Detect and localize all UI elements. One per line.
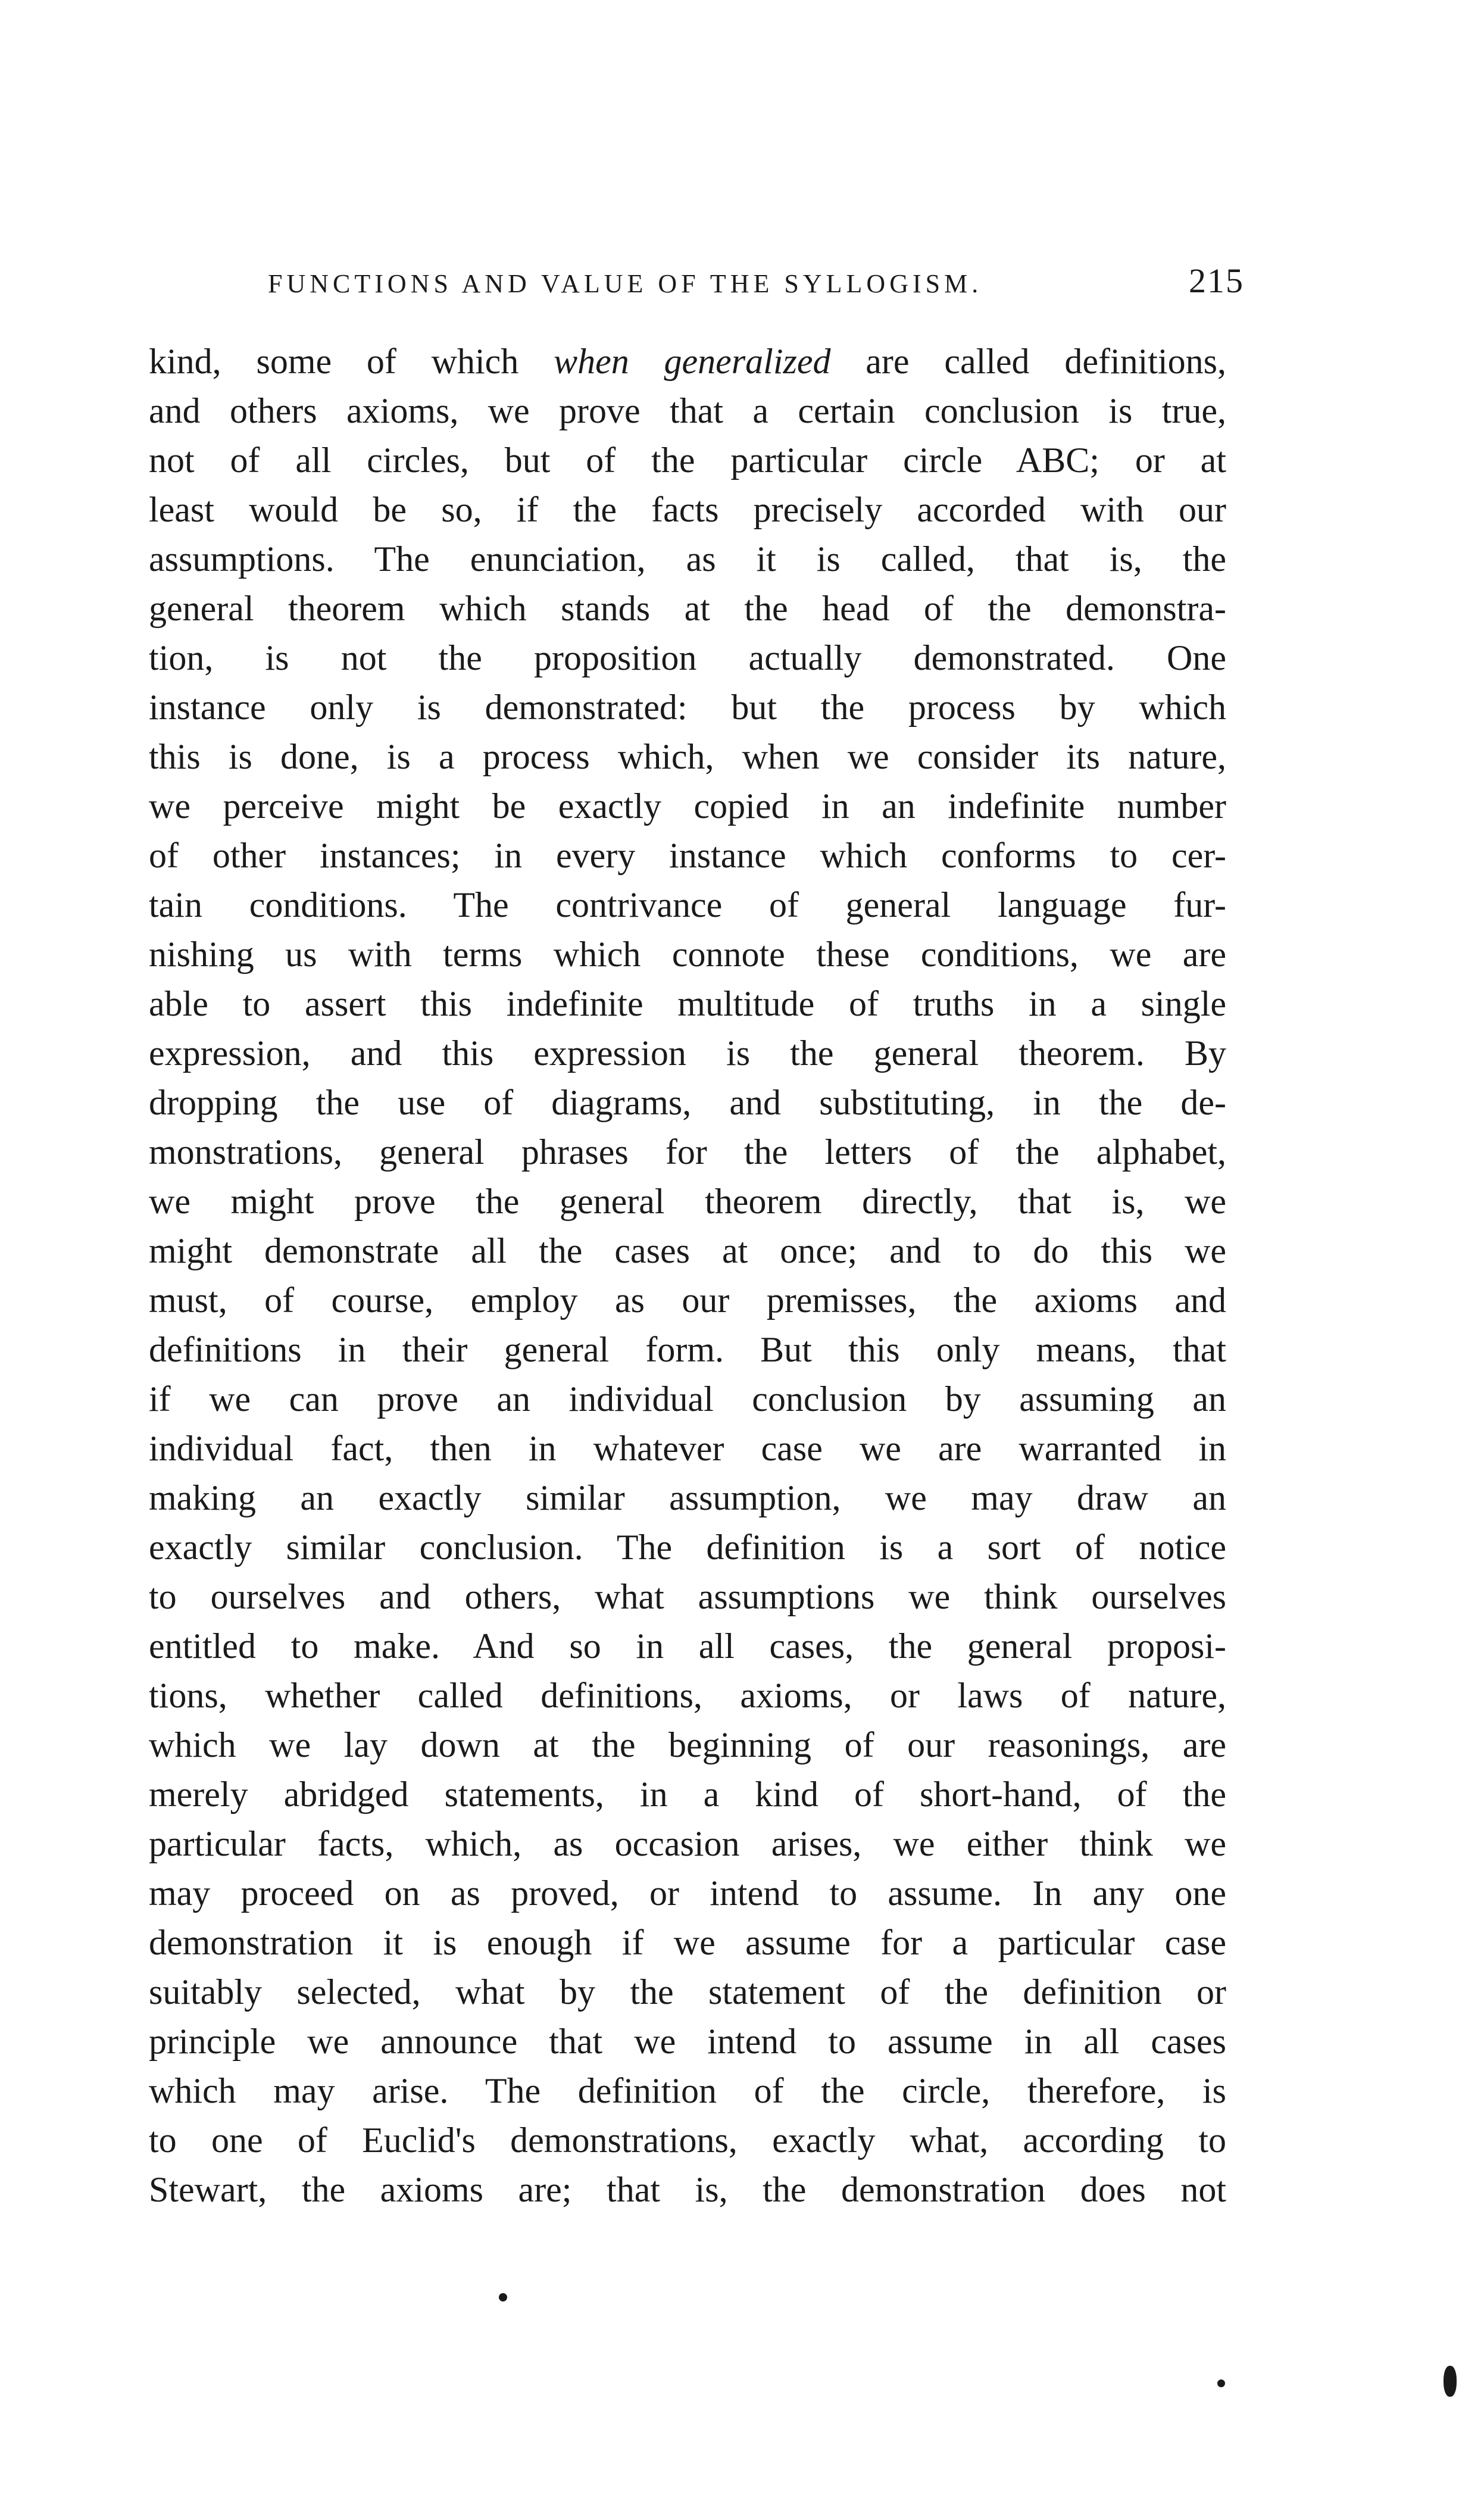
text-line: tion, is not the proposition actually demonstrated. One bbox=[149, 638, 1226, 677]
text-line: nishing us with terms which connote these conditions, we are bbox=[149, 935, 1226, 974]
text-line: to one of Euclid's demonstrations, exactly what, according to bbox=[149, 2121, 1226, 2160]
text-line: entitled to make. And so in all cases, the general proposi- bbox=[149, 1626, 1226, 1666]
text-line: might demonstrate all the cases at once; and to do this we bbox=[149, 1231, 1226, 1270]
text-line: demonstration it is enough if we assume for a particular case bbox=[149, 1923, 1226, 1962]
text-line: which we lay down at the beginning of our reasonings, are bbox=[149, 1725, 1226, 1765]
text-line: tions, whether called definitions, axioms, or laws of nature, bbox=[149, 1676, 1226, 1715]
text-line: may proceed on as proved, or intend to assume. In any one bbox=[149, 1873, 1226, 1913]
text-line: suitably selected, what by the statement of the definition or bbox=[149, 1972, 1226, 2012]
text-line: of other instances; in every instance which conforms to cer- bbox=[149, 836, 1226, 875]
text-line: dropping the use of diagrams, and substituting, in the de- bbox=[149, 1083, 1226, 1122]
text-line: to ourselves and others, what assumptions we think ourselves bbox=[149, 1577, 1226, 1616]
text-line: definitions in their general form. But this only means, that bbox=[149, 1330, 1226, 1369]
ink-speck-mark bbox=[499, 2293, 507, 2301]
text-line: and others axioms, we prove that a certain conclusion is true, bbox=[149, 391, 1226, 430]
ink-blot-mark bbox=[1444, 2366, 1457, 2397]
text-line: able to assert this indefinite multitude of truths in a single bbox=[149, 984, 1226, 1023]
running-head bbox=[268, 261, 1244, 302]
text-line: instance only is demonstrated: but the process by which bbox=[149, 688, 1226, 727]
text-line: Stewart, the axioms are; that is, the demonstration does not bbox=[149, 2170, 1226, 2209]
text-line: general theorem which stands at the head of the demonstra- bbox=[149, 589, 1226, 628]
text-line: which may arise. The definition of the circle, therefore, is bbox=[149, 2071, 1226, 2110]
emphasis-text: when generalized bbox=[554, 342, 831, 381]
text-line: least would be so, if the facts precisely accorded with our bbox=[149, 490, 1226, 529]
text-line: if we can prove an individual conclusion by assuming an bbox=[149, 1379, 1226, 1419]
text-line: particular facts, which, as occasion arises, we either think we bbox=[149, 1824, 1226, 1863]
ink-speck-mark bbox=[1217, 2379, 1225, 2387]
text-line: we might prove the general theorem directly, that is, we bbox=[149, 1182, 1226, 1221]
text-line: assumptions. The enunciation, as it is called, that is, the bbox=[149, 539, 1226, 579]
text-line: exactly similar conclusion. The definition is a sort of notice bbox=[149, 1528, 1226, 1567]
text-line: expression, and this expression is the general theorem. By bbox=[149, 1033, 1226, 1073]
body-text bbox=[149, 337, 1226, 2215]
text-line: kind, some of which when generalized are called definitions, bbox=[149, 342, 1226, 381]
running-title: FUNCTIONS AND VALUE OF THE SYLLOGISM. bbox=[268, 269, 983, 298]
text-line: must, of course, employ as our premisses, the axioms and bbox=[149, 1281, 1226, 1320]
text-line: making an exactly similar assumption, we may draw an bbox=[149, 1478, 1226, 1517]
text-line: not of all circles, but of the particular circle ABC; or at bbox=[149, 441, 1226, 480]
text-line: monstrations, general phrases for the letters of the alphabet, bbox=[149, 1132, 1226, 1172]
page-number: 215 bbox=[1189, 261, 1244, 300]
text-line: merely abridged statements, in a kind of short-hand, of the bbox=[149, 1775, 1226, 1814]
text-line: principle we announce that we intend to assume in all cases bbox=[149, 2022, 1226, 2061]
text-line: this is done, is a process which, when we consider its nature, bbox=[149, 737, 1226, 776]
text-line: tain conditions. The contrivance of general language fur- bbox=[149, 885, 1226, 925]
text-line: we perceive might be exactly copied in an indefinite number bbox=[149, 786, 1226, 826]
text-line: individual fact, then in whatever case we are warranted in bbox=[149, 1429, 1226, 1468]
